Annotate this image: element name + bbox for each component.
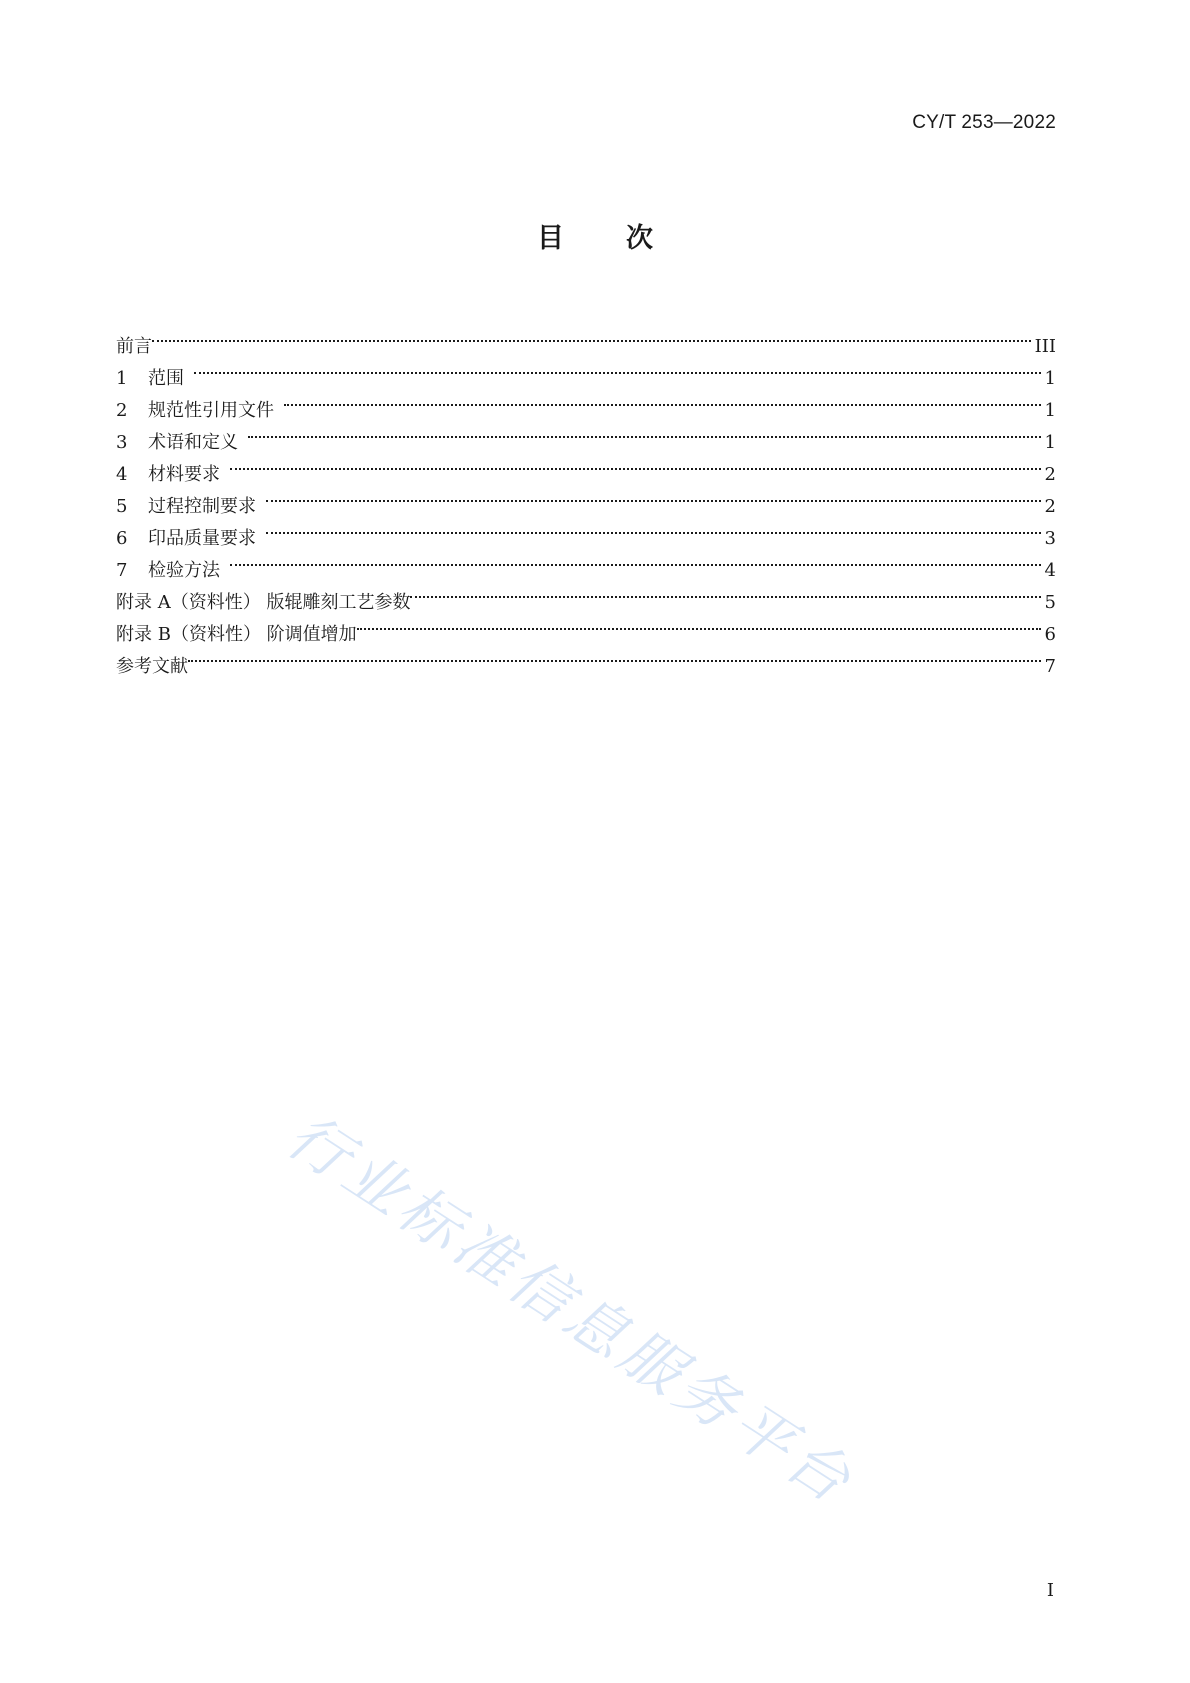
- toc-leader-dots: [357, 608, 1043, 640]
- toc-leader-dots: [230, 544, 1043, 576]
- toc-leader-dots: [194, 352, 1043, 384]
- toc-entry-2[interactable]: [116, 384, 1056, 421]
- toc-entry-number: 5: [116, 496, 128, 517]
- toc-entry-label: 附录 A（资料性） 版辊雕刻工艺参数: [116, 592, 411, 613]
- toc-entry-page: 1: [1044, 400, 1056, 421]
- toc-entry-bibliography[interactable]: [116, 640, 1056, 677]
- toc-entry-label: 附录 B（资料性） 阶调值增加: [116, 624, 357, 645]
- toc-entry-number: 7: [116, 560, 128, 581]
- toc-entry-page: 1: [1044, 432, 1056, 453]
- toc-entry-label: 材料要求: [148, 464, 220, 485]
- standard-code: CY/T 253—2022: [912, 112, 1056, 133]
- toc-leader-dots: [230, 448, 1043, 480]
- page-number: I: [1046, 1580, 1054, 1601]
- toc-entry-number: 6: [116, 528, 128, 549]
- toc-entry-annex-a[interactable]: [116, 576, 1056, 613]
- toc-title-part2: 次: [626, 223, 653, 254]
- toc-title: [0, 216, 1190, 255]
- toc-entry-label: 术语和定义: [148, 432, 238, 453]
- toc-entry-number: 1: [116, 368, 128, 389]
- toc-entry-number: 3: [116, 432, 128, 453]
- toc-entry-page: 6: [1044, 624, 1056, 645]
- toc-entry-number: 4: [116, 464, 128, 485]
- toc-leader-dots: [188, 640, 1043, 672]
- toc-entry-1[interactable]: [116, 352, 1056, 389]
- toc-entry-label: 印品质量要求: [148, 528, 256, 549]
- toc-leader-dots: [248, 416, 1043, 448]
- toc-entry-label: 规范性引用文件: [148, 400, 274, 421]
- toc-entry-label: 前言: [116, 336, 152, 357]
- toc-entry-page: 3: [1044, 528, 1056, 549]
- toc-entry-page: 4: [1044, 560, 1056, 581]
- toc-leader-dots: [266, 480, 1043, 512]
- toc-entry-page: III: [1034, 336, 1056, 357]
- toc-entry-label: 检验方法: [148, 560, 220, 581]
- watermark: 行业标准信息服务平台: [274, 1100, 867, 1520]
- toc-leader-dots: [410, 576, 1042, 608]
- toc-entry-page: 1: [1044, 368, 1056, 389]
- toc-entry-foreword[interactable]: [116, 320, 1056, 357]
- toc-entry-label: 参考文献: [116, 656, 188, 677]
- toc-entry-3[interactable]: [116, 416, 1056, 453]
- toc-entry-4[interactable]: [116, 448, 1056, 485]
- toc-leader-dots: [152, 320, 1033, 352]
- toc-entry-page: 5: [1044, 592, 1056, 613]
- toc-title-part1: 目: [537, 223, 564, 254]
- toc-entry-page: 2: [1044, 496, 1056, 517]
- toc-entry-label: 过程控制要求: [148, 496, 256, 517]
- toc-leader-dots: [266, 512, 1043, 544]
- toc-entry-label: 范围: [148, 368, 184, 389]
- toc-entry-page: 7: [1044, 656, 1056, 677]
- toc-entry-5[interactable]: [116, 480, 1056, 517]
- toc-entry-page: 2: [1044, 464, 1056, 485]
- toc-list: [116, 320, 1056, 677]
- toc-leader-dots: [284, 384, 1043, 416]
- toc-entry-number: 2: [116, 400, 128, 421]
- toc-entry-7[interactable]: [116, 544, 1056, 581]
